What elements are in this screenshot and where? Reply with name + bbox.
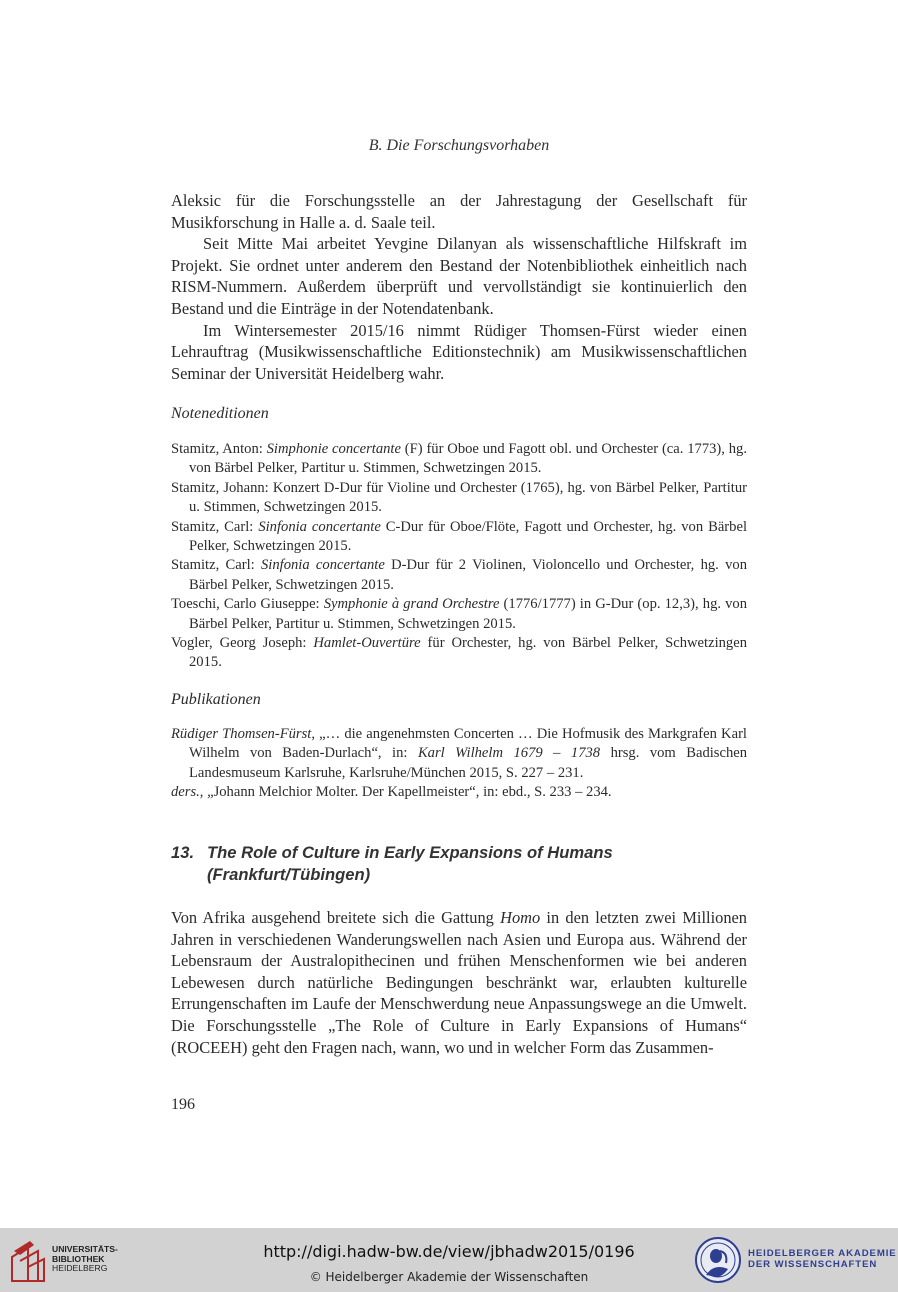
publikationen-section: [171, 691, 747, 803]
page-number: 196: [171, 1096, 195, 1113]
intro-text: [171, 190, 747, 384]
academy-name: HEIDELBERGER AKADEMIE DER WISSENSCHAFTEN: [748, 1248, 897, 1270]
section-text: [171, 907, 747, 1058]
edition-entry: Stamitz, Carl: Sinfonia concertante C-Dur für Oboe/Flöte, Fagott und Orchester, hg. von Bärbel Pelker, Schwetzingen 2015.: [171, 518, 747, 555]
section-title-line: (Frankfurt/Tübingen): [207, 864, 371, 884]
section-number: 13.: [171, 843, 195, 862]
section-heading: [171, 842, 731, 885]
paragraph: Aleksic für die Forschungsstelle an der Jahrestagung der Gesellschaft für Musikforschung in Halle a. d. Saale teil.: [171, 191, 747, 232]
university-library-name: UNIVERSITÄTS- BIBLIOTHEK HEIDELBERG: [52, 1244, 118, 1274]
section-title-line: The Role of Culture in Early Expansions of Humans: [207, 843, 613, 862]
copyright-notice: © Heidelberger Akademie der Wissenschaften: [309, 1270, 589, 1284]
edition-entry: Stamitz, Carl: Sinfonia concertante D-Dur für 2 Violinen, Violoncello und Orchester, hg. von Bärbel Pelker, Schwetzingen 2015.: [171, 557, 747, 593]
publication-entry: ders., „Johann Melchior Molter. Der Kapellmeister“, in: ebd., S. 233 – 234.: [171, 784, 612, 801]
section-label-publikationen: Publikationen: [171, 691, 261, 708]
edition-entry: Stamitz, Anton: Simphonie concertante (F) für Oboe und Fagott obl. und Orchester (ca. 1773), hg. von Bärbel Pelker, Partitur u. Stimmen, Schwetzingen 2015.: [171, 441, 747, 477]
running-head: B. Die Forschungsvorhaben: [368, 137, 550, 154]
paragraph: Seit Mitte Mai arbeitet Yevgine Dilanyan als wissenschaftliche Hilfskraft im Projekt. Sie ordnet unter anderem den Bestand der Notenbibliothek einheitlich nach RISM-Nummern. Außerdem überprüft und vervollständigt sie kontinuierlich den Bestand und die Einträge in der Notendatenbank.: [171, 234, 747, 318]
noteneditionen-section: [171, 405, 747, 673]
section-label-noteneditionen: Noteneditionen: [171, 405, 269, 422]
edition-entry: Toeschi, Carlo Giuseppe: Symphonie à grand Orchestre (1776/1777) in G-Dur (op. 12,3), hg. von Bärbel Pelker, Partitur u. Stimmen, Schwetzingen 2015.: [171, 596, 747, 632]
paragraph: Von Afrika ausgehend breitete sich die Gattung Homo in den letzten zwei Millionen Jahren in verschiedenen Wanderungswellen nach Asien und Europa aus. Während der Lebensraum der Australopithecinen und frühen Menschenformen wie bei anderen Lebewesen durch natürliche Bedingungen beschränkt war, erlaubten kulturelle Errungenschaften im Laufe der Menschwerdung neue Anpassungswege an die Umwelt. Die Forschungsstelle „The Role of Culture in Early Expansions of Humans“ (ROCEEH) geht den Fragen nach, wann, wo und in welcher Form das Zusammen-: [171, 908, 747, 1057]
edition-entry: Stamitz, Johann: Konzert D-Dur für Violine und Orchester (1765), hg. von Bärbel Pelker, Partitur u. Stimmen, Schwetzingen 2015.: [171, 479, 747, 516]
paragraph: Im Wintersemester 2015/16 nimmt Rüdiger Thomsen-Fürst wieder einen Lehrauftrag (Musikwissenschaftliche Editionstechnik) am Musikwissenschaftlichen Seminar der Universität Heidelberg wahr.: [171, 320, 747, 383]
publication-entry: Rüdiger Thomsen-Fürst, „… die angenehmsten Concerten … Die Hofmusik des Markgrafen Karl Wilhelm von Baden-Durlach“, in: Karl Wilhelm 1679 – 1738 hrsg. vom Badischen Landesmuseum Karlsruhe, Karlsruhe/München 2015, S. 227 – 231.: [171, 726, 748, 781]
document-url-link[interactable]: http://digi.hadw-bw.de/view/jbhadw2015/0196: [263, 1242, 635, 1261]
academy-seal-icon[interactable]: [694, 1235, 742, 1285]
edition-entry: Vogler, Georg Joseph: Hamlet-Ouvertüre für Orchester, hg. von Bärbel Pelker, Schwetzingen 2015.: [171, 635, 747, 671]
